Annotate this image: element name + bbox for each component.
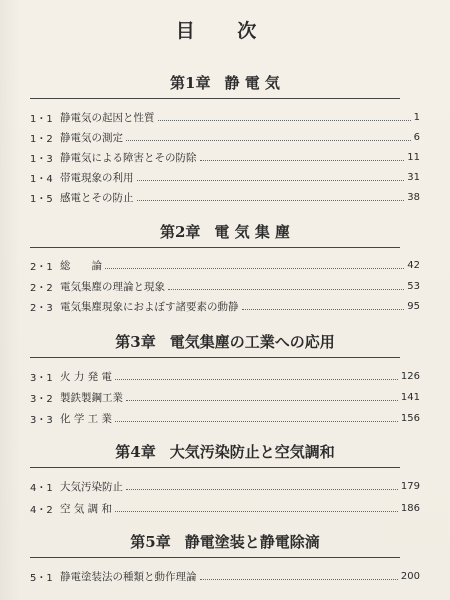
section-number: 2・1: [30, 261, 53, 273]
page-number: 31: [407, 171, 420, 183]
leader-dots: [105, 268, 404, 269]
leader-dots: [158, 120, 411, 121]
section-number: 1・4: [30, 173, 53, 185]
page-number: 42: [407, 259, 420, 271]
section-number: 1・3: [30, 153, 53, 165]
toc-entry[interactable]: [30, 388, 420, 406]
chapter-number: 第5章: [130, 533, 171, 551]
section-title: 静電気の測定: [60, 131, 123, 144]
toc-entry[interactable]: [30, 499, 420, 517]
leader-dots: [200, 579, 398, 580]
section-title: 大気汚染防止: [60, 480, 123, 493]
leader-dots: [126, 140, 411, 141]
toc-entry[interactable]: [30, 168, 420, 186]
leader-dots: [115, 421, 398, 422]
leader-dots: [137, 180, 405, 181]
chapter-number: 第4章: [115, 443, 156, 461]
chapter-heading-4: [0, 441, 450, 462]
section-number: 2・3: [30, 302, 53, 314]
toc-entry[interactable]: [30, 148, 420, 166]
chapter-rule: [30, 98, 400, 99]
section-title: 静電気の起因と性質: [60, 111, 155, 124]
page-number: 95: [407, 300, 420, 312]
page-number: 200: [400, 570, 420, 582]
section-number: 4・1: [30, 482, 53, 494]
toc-entry[interactable]: [30, 188, 420, 206]
chapter-number: 第1章: [170, 74, 211, 92]
leader-dots: [242, 309, 405, 310]
section-title: 総 論: [60, 259, 102, 272]
chapter-rule: [30, 357, 400, 358]
leader-dots: [126, 489, 398, 490]
page-number: 186: [400, 502, 420, 514]
section-title: 電気集塵の理論と現象: [60, 280, 165, 293]
chapter-rule: [30, 557, 400, 558]
page-title: 目 次: [175, 20, 275, 42]
toc-entry[interactable]: [30, 297, 420, 315]
section-number: 3・2: [30, 393, 53, 405]
section-number: 1・5: [30, 193, 53, 205]
section-title: 静電気による障害とその防除: [60, 151, 197, 164]
chapter-heading-5: [0, 531, 450, 552]
chapter-heading-3: [0, 331, 450, 352]
page-number: 156: [400, 412, 420, 424]
toc-entry[interactable]: [30, 108, 420, 126]
page-number: 126: [400, 370, 420, 382]
section-number: 4・2: [30, 504, 53, 516]
section-number: 1・1: [30, 113, 53, 125]
page-number: 179: [400, 480, 420, 492]
chapter-title: 電気集塵の工業への応用: [169, 333, 335, 351]
leader-dots: [168, 289, 404, 290]
leader-dots: [115, 511, 398, 512]
toc-entry[interactable]: [30, 367, 420, 385]
toc-entry[interactable]: [30, 409, 420, 427]
chapter-heading-1: [0, 72, 450, 93]
leader-dots: [115, 379, 398, 380]
page-number: 11: [407, 151, 420, 163]
page-number: 6: [413, 131, 420, 143]
chapter-title: 大気汚染防止と空気調和: [169, 443, 335, 461]
section-title: 空 気 調 和: [60, 502, 113, 515]
page-number: 1: [413, 111, 420, 123]
section-number: 3・1: [30, 372, 53, 384]
section-title: 帯電現象の利用: [60, 171, 134, 184]
section-title: 製鉄製鋼工業: [60, 391, 123, 404]
chapter-number: 第2章: [159, 223, 201, 241]
leader-dots: [137, 200, 405, 201]
page-number: 141: [400, 391, 420, 403]
section-number: 2・2: [30, 282, 53, 294]
chapter-title: 電 気 集 塵: [214, 223, 291, 241]
section-number: 3・3: [30, 414, 53, 426]
section-number: 5・1: [30, 572, 53, 584]
chapter-rule: [30, 247, 400, 248]
section-title: 化 学 工 業: [60, 412, 113, 425]
section-title: 火 力 発 電: [60, 370, 113, 383]
leader-dots: [126, 400, 398, 401]
section-number: 1・2: [30, 133, 53, 145]
chapter-heading-2: [0, 221, 450, 242]
toc-entry[interactable]: [30, 256, 420, 274]
page-number: 38: [407, 191, 420, 203]
leader-dots: [200, 160, 405, 161]
chapter-title: 静 電 気: [224, 74, 280, 92]
chapter-title: 静電塗装と静電除滴: [184, 533, 320, 551]
page-number: 53: [407, 280, 420, 292]
toc-entry[interactable]: [30, 128, 420, 146]
section-title: 感電とその防止: [60, 191, 134, 204]
chapter-rule: [30, 467, 400, 468]
section-title: 電気集塵現象におよぼす諸要素の動静: [60, 300, 239, 313]
toc-entry[interactable]: [30, 477, 420, 495]
toc-entry[interactable]: [30, 567, 420, 585]
chapter-number: 第3章: [115, 333, 156, 351]
section-title: 静電塗装法の種類と動作理論: [60, 570, 197, 583]
toc-entry[interactable]: [30, 277, 420, 295]
